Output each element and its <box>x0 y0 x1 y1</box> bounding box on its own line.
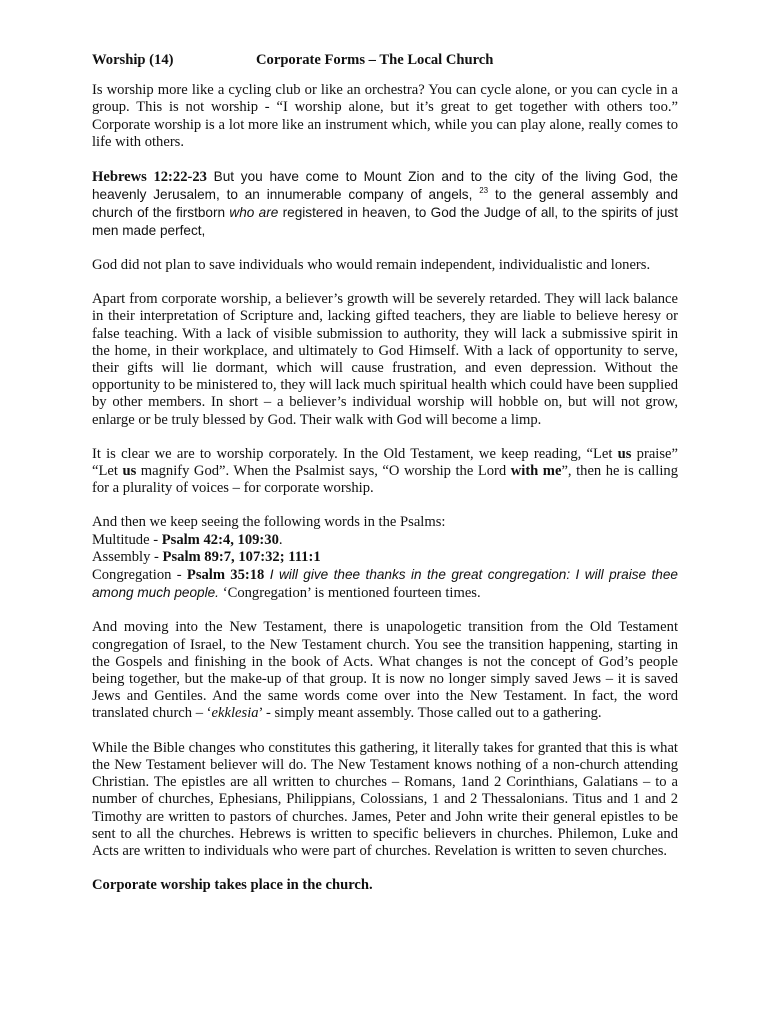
psalms-list <box>92 514 678 602</box>
p4-bold-us-1: us <box>617 445 632 462</box>
paragraph-individuals: God did not plan to save individuals who would remain independent, individualistic and loners. <box>92 257 651 274</box>
paragraph-growth: Apart from corporate worship, a believer’s growth will be severely retarded. They will lack balance in their interpretation of Scripture and, lacking gifted teachers, they are liable to believe heresy or false teaching. With a lack of visible submission to authority, they will lack a submissive spirit in the home, in their workplace, and ultimately to God Himself. With a lack of opportunity to serve, their gifts will lie dormant, which will cause frustration, and even depression. Without the opportunity to be ministered to, they will lack much spiritual health which could have been supplied by other members. In short – a believer’s individual worship will hobble on, but will not grow, enlarge or be truly blessed by God. Their walk with God will become a limp. <box>92 291 678 428</box>
page-header <box>92 52 678 69</box>
verse-number: 23 <box>479 186 489 196</box>
p4-bold-us-2: us <box>122 463 137 480</box>
multitude-ref: Psalm 42:4, 109:30 <box>161 531 279 548</box>
p5-text-b: ’ - simply meant assembly. Those called out to a gathering. <box>258 705 602 722</box>
greek-word: ekklesia <box>211 705 259 722</box>
intro-paragraph: Is worship more like a cycling club or like an orchestra? You can cycle alone, or you can cycle in a group. This is not worship - “I worship alone, but it’s great to get together with others too.” Corporate worship is a lot more like an instrument which, while you can play alone, really comes to life with others. <box>92 82 678 150</box>
p4-text-d: magnify God”. When the Psalmist says, “O worship the Lord <box>136 463 511 480</box>
paragraph-epistles: While the Bible changes who constitutes this gathering, it literally takes for granted that this is what the New Testament believer will do. The New Testament knows nothing of a non-church attending Christian. The epistles are all written to churches – Romans, 1and 2 Corinthians, Galatians – to a number of churches, Ephesians, Philippians, Colossians, 1 and 2 Thessalonians. Titus and 1 and 2 Timothy are written to pastors of churches. James, Peter and John write their general epistles to be sent to all the churches. Hebrews is written to specific believers in churches. Philemon, Luke and Acts are written to individuals who were part of churches. Revelation is written to seven churches. <box>92 739 678 859</box>
multitude-label: Multitude - <box>92 531 162 548</box>
hebrews-text-b: to the general assembly and church of the firstborn <box>92 187 678 221</box>
congregation-note: ‘Congregation’ is mentioned fourteen times. <box>222 585 481 602</box>
hebrews-italic: who are <box>229 205 279 221</box>
p4-text-e: ”, then he is calling for a plurality of voices – for corporate worship. <box>92 463 678 497</box>
hebrews-reference: Hebrews 12:22-23 <box>92 169 207 186</box>
assembly-label: Assembly - <box>92 548 163 565</box>
paragraph-new-testament <box>92 619 678 722</box>
congregation-ref: Psalm 35:18 <box>186 567 265 584</box>
psalms-multitude <box>92 532 678 549</box>
p5-text-a: And moving into the New Testament, there is unapologetic transition from the Old Testament congregation of Israel, to the New Testament church. You see the transition happening, starting in the Gospels and finishing in the book of Acts. What changes is not the concept of God’s people being together, but the make-up of that group. It is now no longer simply saved Jews – it is saved Jews and Gentiles. And the same words come over into the New Testament. In fact, the word translated church – ‘ <box>92 619 678 722</box>
p4-bold-with-me: with me <box>510 463 562 480</box>
paragraph-corporately <box>92 446 678 498</box>
multitude-end: . <box>278 531 283 548</box>
assembly-ref: Psalm 89:7, 107:32; 111:1 <box>162 548 321 565</box>
congregation-label: Congregation - <box>92 567 187 584</box>
psalms-intro: And then we keep seeing the following words in the Psalms: <box>92 514 446 531</box>
hebrews-text-a: But you have come to Mount Zion and to the city of the living God, the heavenly Jerusalem, to an innumerable company of angels, <box>92 169 678 203</box>
psalms-congregation <box>92 566 678 602</box>
psalms-assembly <box>92 549 678 566</box>
closing-statement: Corporate worship takes place in the church. <box>92 877 373 894</box>
p4-text-c: praise” “Let <box>92 445 678 480</box>
p4-text-a: It is clear we are to worship corporately. In the Old Testament, we keep reading, “Let <box>92 445 618 462</box>
page-title: Corporate Forms – The Local Church <box>256 52 494 68</box>
congregation-quote: I will give thee thanks in the great congregation: I will praise thee among much people. <box>92 567 678 601</box>
hebrews-text-c: registered in heaven, to God the Judge of all, to the spirits of just men made perfect, <box>92 205 679 239</box>
series-title: Worship (14) <box>92 52 174 68</box>
hebrews-quote <box>92 168 678 240</box>
